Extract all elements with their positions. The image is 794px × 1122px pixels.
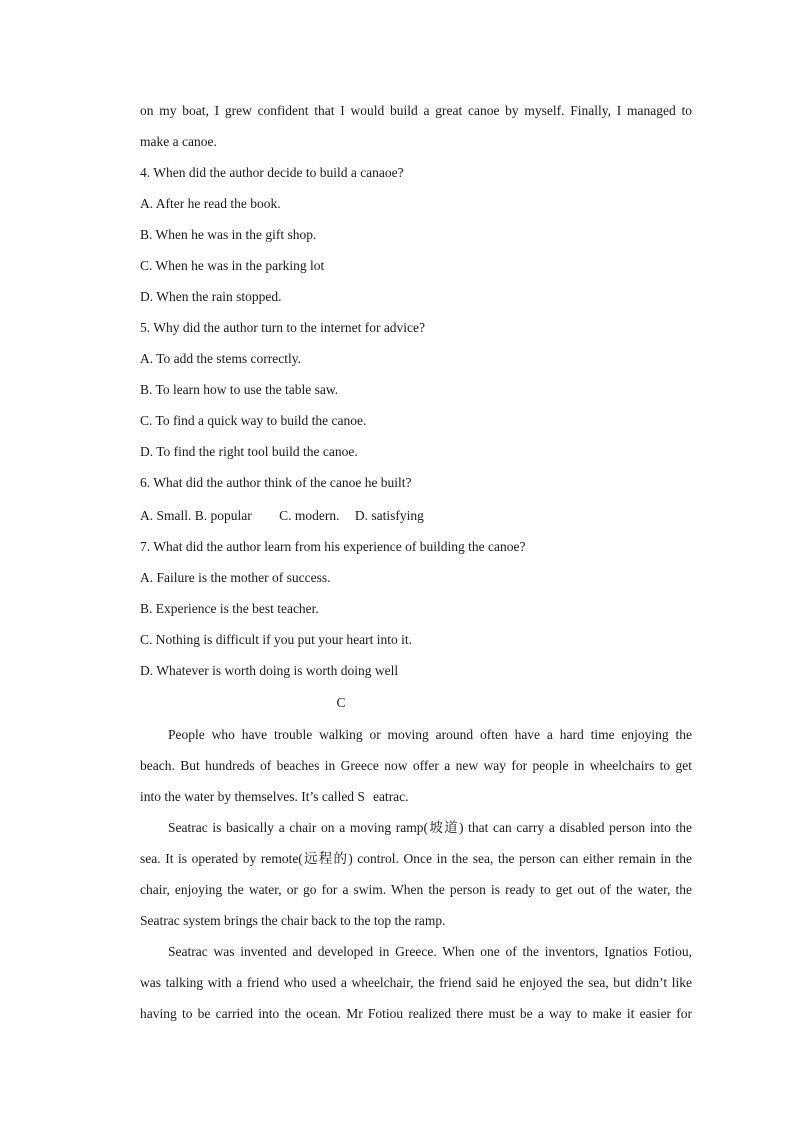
question-7-option-a: A. Failure is the mother of success. [140, 570, 331, 585]
question-7-option-b: B. Experience is the best teacher. [140, 601, 319, 616]
question-4-option-a: A. After he read the book. [140, 196, 281, 211]
question-4-option-d: D. When the rain stopped. [140, 289, 282, 304]
passage-b-line-2: make a canoe. [140, 134, 217, 149]
section-c-p1-line-2: beach. But hundreds of beaches in Greece now offer a new way for people in wheelchairs to get [140, 758, 692, 773]
section-c-p2-line-4: Seatrac system brings the chair back to the top the ramp. [140, 913, 446, 928]
question-6-option-a: A. Small. [140, 508, 192, 523]
question-4-stem: 4. When did the author decide to build a canaoe? [140, 165, 404, 180]
question-6-options [140, 507, 692, 525]
section-c-p1-line-3 [140, 788, 692, 806]
section-c-heading: C [336, 695, 346, 710]
question-6-option-b: B. popular [194, 508, 252, 523]
question-4-option-b: B. When he was in the gift shop. [140, 227, 317, 242]
passage-b-line-1: on my boat, I grew confident that I would build a great canoe by myself. Finally, I managed to [140, 103, 692, 118]
question-6-stem: 6. What did the author think of the canoe he built? [140, 475, 412, 490]
section-c-p1-line-3-end: eatrac. [372, 789, 409, 804]
section-c-p2-line-3: chair, enjoying the water, or go for a swim. When the person is ready to get out of the water, the [140, 882, 692, 897]
question-4-option-c: C. When he was in the parking lot [140, 258, 325, 273]
question-7-option-d: D. Whatever is worth doing is worth doing well [140, 663, 399, 678]
question-7-option-c: C. Nothing is difficult if you put your heart into it. [140, 632, 412, 647]
question-5-stem: 5. Why did the author turn to the internet for advice? [140, 320, 426, 335]
section-c-p3-line-3: having to be carried into the ocean. Mr Fotiou realized there must be a way to make it easier for [140, 1006, 692, 1021]
question-6-option-d: D. satisfying [354, 508, 424, 523]
question-5-option-c: C. To find a quick way to build the canoe. [140, 413, 367, 428]
section-c-p1-line-1: People who have trouble walking or moving around often have a hard time enjoying the [168, 727, 692, 742]
section-c-p3-line-1: Seatrac was invented and developed in Greece. When one of the inventors, Ignatios Fotiou, [168, 944, 692, 959]
section-c-p1-line-3-start: into the water by themselves. It’s called S [140, 789, 365, 804]
question-7-stem: 7. What did the author learn from his experience of building the canoe? [140, 539, 526, 554]
question-5-option-d: D. To find the right tool build the canoe. [140, 444, 358, 459]
question-6-option-c: C. modern. [279, 508, 340, 523]
question-5-option-b: B. To learn how to use the table saw. [140, 382, 339, 397]
question-5-option-a: A. To add the stems correctly. [140, 351, 302, 366]
section-c-p3-line-2: was talking with a friend who used a wheelchair, the friend said he enjoyed the sea, but didn’t like [140, 975, 692, 990]
section-c-p2-line-2: sea. It is operated by remote(远程的) control. Once in the sea, the person can either remain in the [140, 851, 692, 866]
section-c-p2-line-1: Seatrac is basically a chair on a moving ramp(坡道) that can carry a disabled person into the [168, 820, 692, 835]
